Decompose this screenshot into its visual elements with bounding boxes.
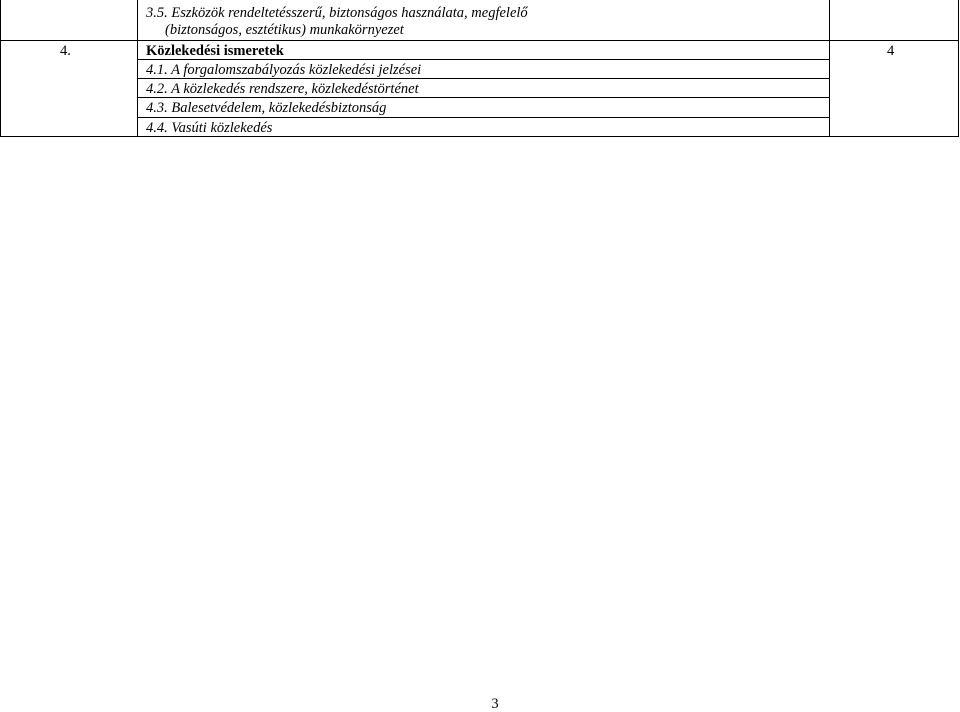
- subtopic-4-3: 4.3. Balesetvédelem, közlekedésbiztonság: [146, 100, 387, 116]
- page-number: 3: [491, 696, 499, 712]
- section-hours: 4: [887, 43, 895, 59]
- section-number: 4.: [60, 43, 71, 59]
- topic-item-3-5: 3.5. Eszközök rendeltetésszerű, biztonságos használata, megfelelő: [146, 5, 528, 21]
- row-divider-1: [137, 59, 830, 60]
- subtopic-4-1: 4.1. A forgalomszabályozás közlekedési jelzései: [146, 62, 422, 78]
- topic-item-3-5-continuation: (biztonságos, esztétikus) munkakörnyezet: [165, 22, 404, 38]
- table-bottom-border: [0, 136, 959, 137]
- section-title: Közlekedési ismeretek: [146, 43, 284, 59]
- row-divider-section: [0, 40, 959, 41]
- row-divider-2: [137, 78, 830, 79]
- row-divider-4: [137, 117, 830, 118]
- table-left-border: [0, 0, 1, 137]
- row-divider-3: [137, 97, 830, 98]
- table-right-border: [958, 0, 959, 137]
- subtopic-4-2: 4.2. A közlekedés rendszere, közlekedéstörténet: [146, 81, 419, 97]
- subtopic-4-4: 4.4. Vasúti közlekedés: [146, 120, 273, 136]
